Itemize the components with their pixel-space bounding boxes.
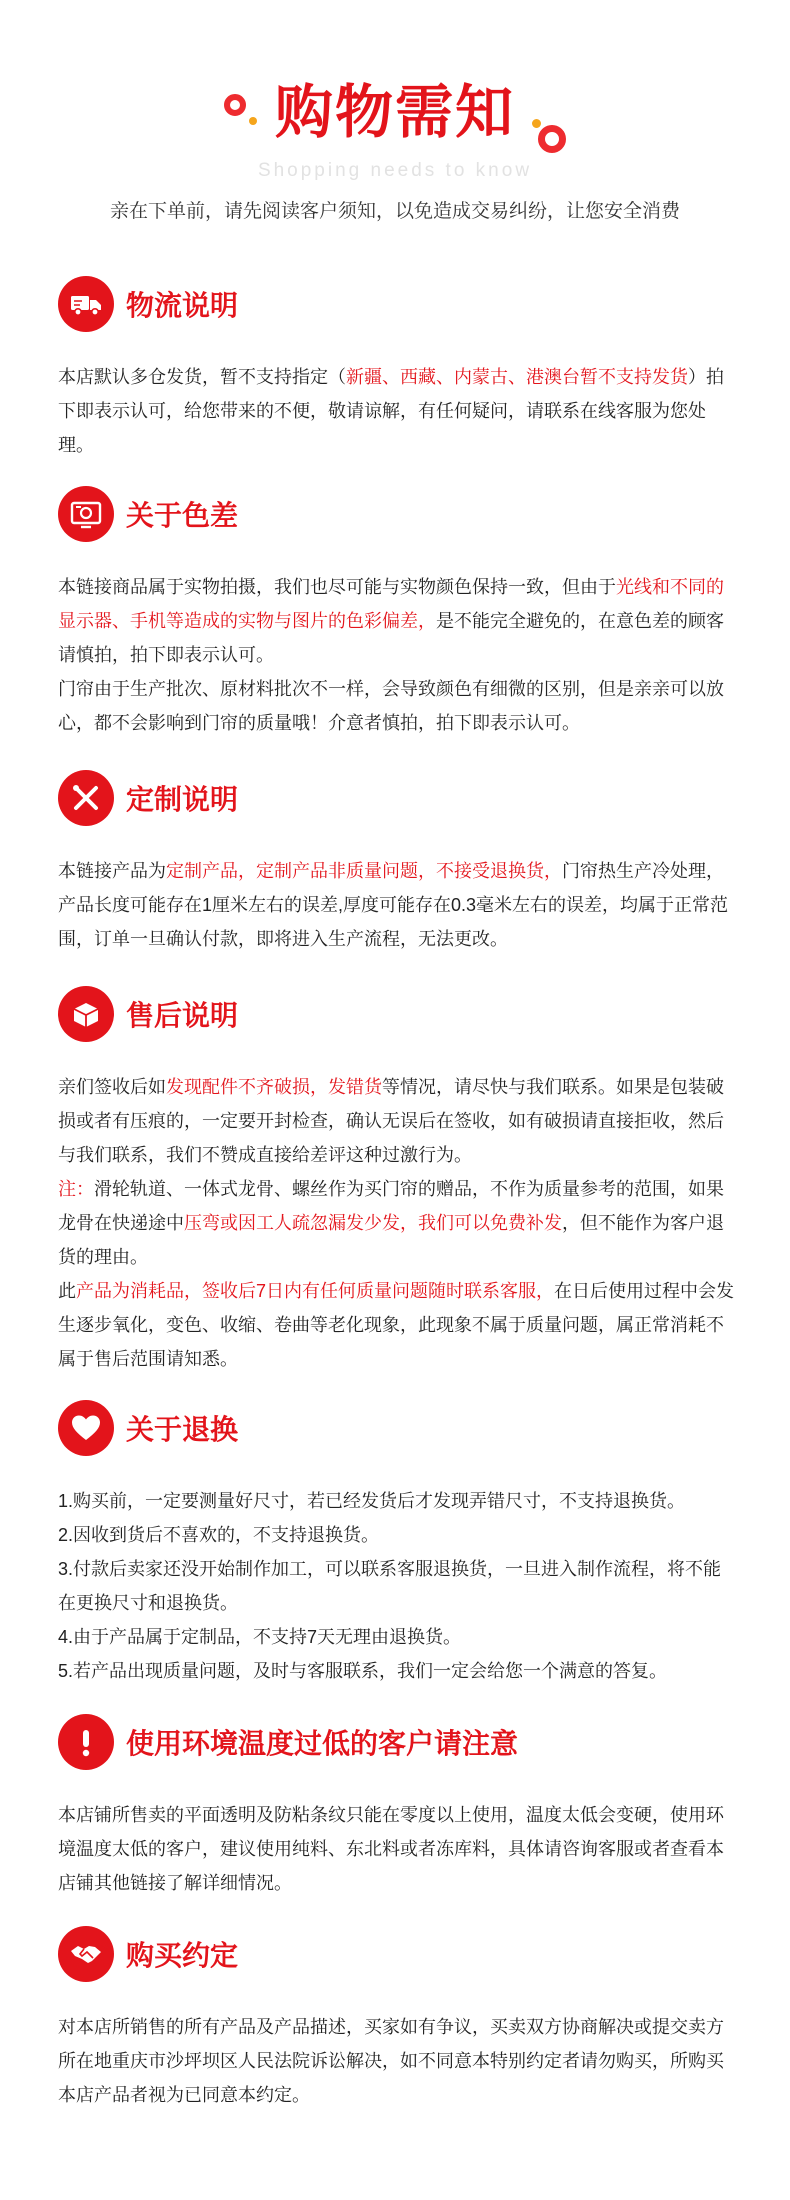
- paragraph: [58, 854, 738, 956]
- section-list: [58, 1484, 738, 1688]
- paragraph: [58, 570, 738, 672]
- list-item: 4.由于产品属于定制品，不支持7天无理由退换货。: [58, 1627, 462, 1647]
- paragraph: [58, 1070, 738, 1172]
- section-text: [58, 2010, 738, 2112]
- paragraph: [58, 1274, 738, 1376]
- page-header: [0, 0, 790, 230]
- section-text: [58, 1070, 738, 1376]
- text-run: 在日后使用过程中会发生逐步氧化，变色、收缩、卷曲等老化现象，此现象不属于质量问题，属正常消耗不属于售后范围请知悉。: [58, 1281, 735, 1369]
- section-text: [58, 360, 738, 462]
- highlight-text: 定制产品，定制产品非质量问题，不接受退换货，: [166, 861, 562, 881]
- section-title: 购买约定: [126, 1940, 239, 1971]
- exclamation-icon: [58, 1714, 114, 1770]
- section-heading: [58, 276, 238, 332]
- section-heading: [58, 1400, 238, 1456]
- section-title: 定制说明: [126, 784, 239, 815]
- text-run: 滑轮轨道、一体式龙骨、螺丝作为买门帘的赠品，不作为质量参考的范围，如果龙骨在快递途中: [58, 1179, 724, 1233]
- heart-icon: [58, 1400, 114, 1456]
- list-item: 2.因收到货后不喜欢的，不支持退换货。: [58, 1525, 380, 1545]
- section-title: 关于退换: [126, 1414, 239, 1445]
- section-text: [58, 570, 738, 740]
- section-heading: [58, 486, 238, 542]
- page-intro: 亲在下单前，请先阅读客户须知，以免造成交易纠纷，让您安全消费: [109, 201, 680, 222]
- text-run: 本店默认多仓发货，暂不支持指定（: [58, 367, 346, 387]
- page-subtitle-english: Shopping needs to know: [257, 160, 533, 181]
- monitor-icon: [58, 486, 114, 542]
- list-item: 5.若产品出现质量问题，及时与客服联系，我们一定会给您一个满意的答复。: [58, 1661, 668, 1681]
- section-text: [58, 854, 738, 956]
- section-heading: [58, 1714, 518, 1770]
- text-run: 门帘热生产冷处理，产品长度可能存在1厘米左右的误差,厚度可能存在0.3毫米左右的误差，均属于正常范围，订单一旦确认付款，即将进入生产流程，无法更改。: [58, 861, 729, 949]
- handshake-icon: [58, 1926, 114, 1982]
- note-label: 注：: [58, 1179, 94, 1199]
- section-heading: [58, 986, 238, 1042]
- text-run: ，但不能作为客户退货的理由。: [58, 1213, 724, 1267]
- paragraph: [58, 360, 738, 462]
- paragraph: 门帘由于生产批次、原材料批次不一样，会导致颜色有细微的区别，但是亲亲可以放心，都不会影响到门帘的质量哦！介意者慎拍，拍下即表示认可。: [58, 679, 724, 733]
- list-item: 3.付款后卖家还没开始制作加工，可以联系客服退换货，一旦进入制作流程，将不能在更换尺寸和退换货。: [58, 1559, 722, 1613]
- text-run: ）拍下即表示认可，给您带来的不便，敬请谅解，有任何疑问，请联系在线客服为您处理。: [58, 367, 724, 455]
- text-run: 是不能完全避免的，在意色差的顾客请慎拍，拍下即表示认可。: [58, 611, 724, 665]
- highlight-text: 压弯或因工人疏忽漏发少发，我们可以免费补发: [184, 1213, 562, 1233]
- section-title: 物流说明: [126, 290, 239, 321]
- text-run: 亲们签收后如: [58, 1077, 166, 1097]
- page-title: 购物需知: [274, 80, 515, 145]
- section-title: 使用环境温度过低的客户请注意: [126, 1728, 519, 1759]
- section-heading: [58, 770, 238, 826]
- highlight-text: 新疆、西藏、内蒙古、港澳台暂不支持发货: [346, 367, 688, 387]
- tools-icon: [58, 770, 114, 826]
- highlight-text: 产品为消耗品，签收后7日内有任何质量问题随时联系客服，: [76, 1281, 555, 1301]
- highlight-text: 发现配件不齐破损，发错货: [166, 1077, 382, 1097]
- section-title: 售后说明: [126, 1000, 239, 1031]
- text-run: 本链接商品属于实物拍摄，我们也尽可能与实物颜色保持一致，但由于: [58, 577, 616, 597]
- paragraph: 对本店所销售的所有产品及产品描述，买家如有争议，买卖双方协商解决或提交卖方所在地重庆市沙坪坝区人民法院诉讼解决，如不同意本特别约定者请勿购买，所购买本店产品者视为已同意本约定。: [58, 2017, 724, 2105]
- paragraph: [58, 1172, 738, 1274]
- section-title: 关于色差: [126, 500, 239, 531]
- package-icon: [58, 986, 114, 1042]
- list-item: 1.购买前，一定要测量好尺寸，若已经发货后才发现弄错尺寸，不支持退换货。: [58, 1491, 686, 1511]
- paragraph: 本店铺所售卖的平面透明及防粘条纹只能在零度以上使用，温度太低会变硬，使用环境温度太低的客户，建议使用纯料、东北料或者冻库料，具体请咨询客服或者查看本店铺其他链接了解详细情况。: [58, 1805, 724, 1893]
- section-heading: [58, 1926, 238, 1982]
- highlight-text: 光线和不同的显示器、手机等造成的实物与图片的色彩偏差，: [58, 577, 724, 631]
- text-run: 本链接产品为: [58, 861, 166, 881]
- section-text: [58, 1798, 738, 1900]
- delivery-truck-icon: [58, 276, 114, 332]
- text-run: 等情况，请尽快与我们联系。如果是包装破损或者有压痕的，一定要开封检查，确认无误后在签收，如有破损请直接拒收，然后与我们联系，我们不赞成直接给差评这种过激行为。: [58, 1077, 724, 1165]
- text-run: 此: [58, 1281, 76, 1301]
